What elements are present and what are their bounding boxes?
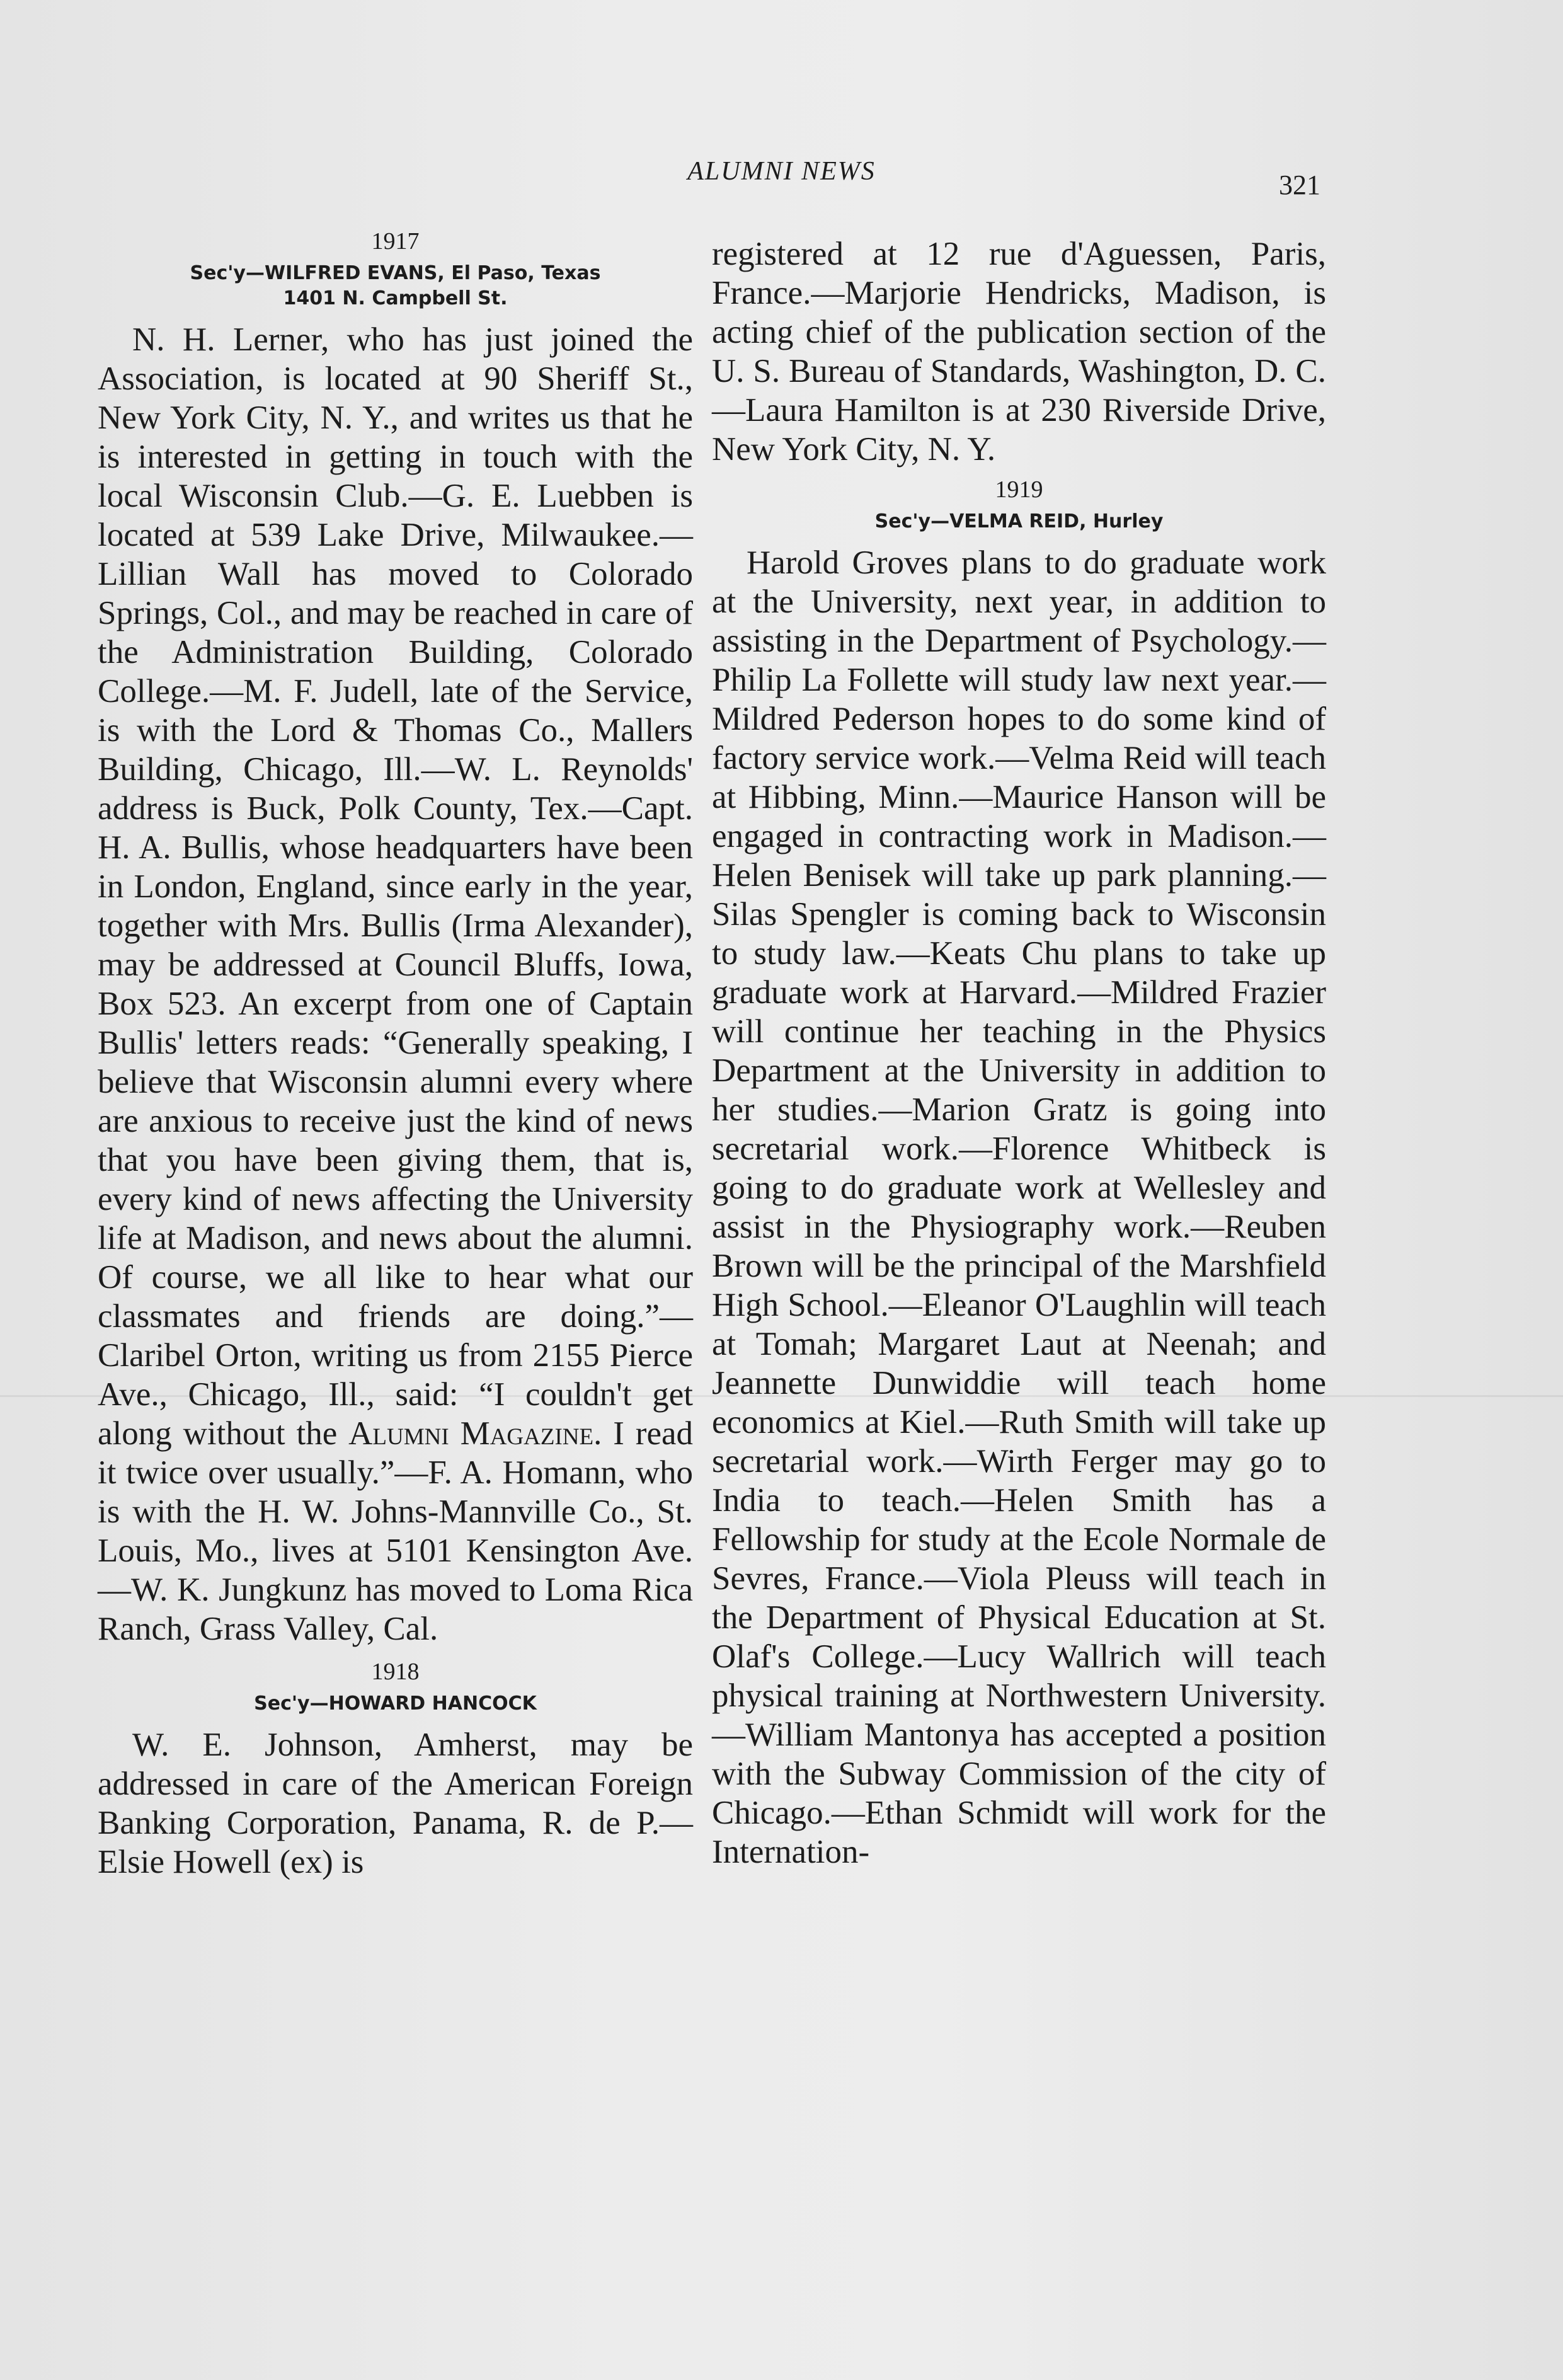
secretary-line-1917: Sec'y—WILFRED EVANS, El Paso, Texas <box>190 262 601 284</box>
class-notes-1917 <box>98 320 693 1648</box>
running-title: ALUMNI NEWS <box>687 157 876 186</box>
class-notes-1919: Harold Groves plans to do graduate work at the University, next year, in addition to assisting in the Department of Psychology.—Philip La Follette will study law next year.—Mildred Pederson hopes to do some kind of factory service work.—Velma Reid will teach at Hibbing, Minn.—Maurice Hanson will be engaged in contracting work in Madison.—Helen Benisek will take up park planning.—Silas Spengler is coming back to Wisconsin to study law.—Keats Chu plans to take up graduate work at Harvard.—Mildred Frazier will continue her teaching in the Physics Department at the University in addition to her studies.—Marion Gratz is going into secretarial work.—Florence Whitbeck is going to do graduate work at Wellesley and assist in the Physiography work.—Reuben Brown will be the principal of the Marshfield High School.—Eleanor O'Laughlin will teach at Tomah; Margaret Laut at Neenah; and Jeannette Dunwiddie will teach home economics at Kiel.—Ruth Smith will take up secretarial work.—Wirth Ferger may go to India to teach.—Helen Smith has a Fellowship for study at the Ecole Normale de Sevres, France.—Viola Pleuss will teach in the Department of Physical Education at St. Olaf's College.—Lucy Wallrich will teach physical training at Northwestern University.—William Mantonya has accepted a position with the Subway Commission of the city of Chicago.—Ethan Schmidt will work for the Internation- <box>712 544 1326 1870</box>
secretary-line-1919: Sec'y—VELMA REID, Hurley <box>874 510 1164 532</box>
class-notes-1918-continued: registered at 12 rue d'Aguessen, Paris, France.—Marjorie Hendricks, Madison, is acting chief of the publication section of the U. S. Bureau of Standards, Washington, D. C.—Laura Hamilton is at 230 Riverside Drive, New York City, N. Y. <box>712 236 1326 468</box>
class-notes-1917-part-b: I read it twice over usually.”—F. A. Homann, who is with the H. W. Johns-Mannville Co., St. Louis, Mo., lives at 5101 Kensington Ave.—W. K. Jungkunz has moved to Loma Rica Ranch, Grass Valley, Cal. <box>98 1415 694 1647</box>
class-year-1919: 1919 <box>995 476 1043 503</box>
secretary-line-1918: Sec'y—HOWARD HANCOCK <box>254 1693 537 1715</box>
class-year-1918: 1918 <box>371 1659 420 1685</box>
right-column <box>712 234 1326 1871</box>
class-year-1917: 1917 <box>371 228 420 255</box>
left-column <box>98 221 693 1882</box>
page-number: 321 <box>1279 170 1320 200</box>
class-notes-1918: W. E. Johnson, Amherst, may be addressed in care of the American Foreign Banking Corporation, Panama, R. de P.—Elsie Howell (ex) is <box>98 1727 693 1880</box>
secretary-address-1917: 1401 N. Campbell St. <box>283 287 508 309</box>
magazine-name: Alumni Magazine. <box>348 1415 602 1452</box>
class-notes-1917-part-a: N. H. Lerner, who has just joined the Association, is located at 90 Sheriff St., New York City, N. Y., and writes us that he is interested in getting in touch with the local Wisconsin Club.—G. E. Luebben is located at 539 Lake Drive, Milwaukee.—Lillian Wall has moved to Colorado Springs, Col., and may be reached in care of the Administration Building, Colorado College.—M. F. Judell, late of the Service, is with the Lord & Thomas Co., Mallers Building, Chicago, Ill.—W. L. Reynolds' address is Buck, Polk County, Tex.—Capt. H. A. Bullis, whose headquarters have been in London, England, since early in the year, together with Mrs. Bullis (Irma Alexander), may be addressed at Council Bluffs, Iowa, Box 523. An excerpt from one of Captain Bullis' letters reads: “Generally speaking, I believe that Wisconsin alumni every where are anxious to receive just the kind of news that you have been giving them, that is, every kind of news affecting the University life at Madison, and news about the alumni. Of course, we all like to hear what our classmates and friends are doing.”—Claribel Orton, writing us from 2155 Pierce Ave., Chicago, Ill., said: “I couldn't get along without the <box>98 321 693 1452</box>
